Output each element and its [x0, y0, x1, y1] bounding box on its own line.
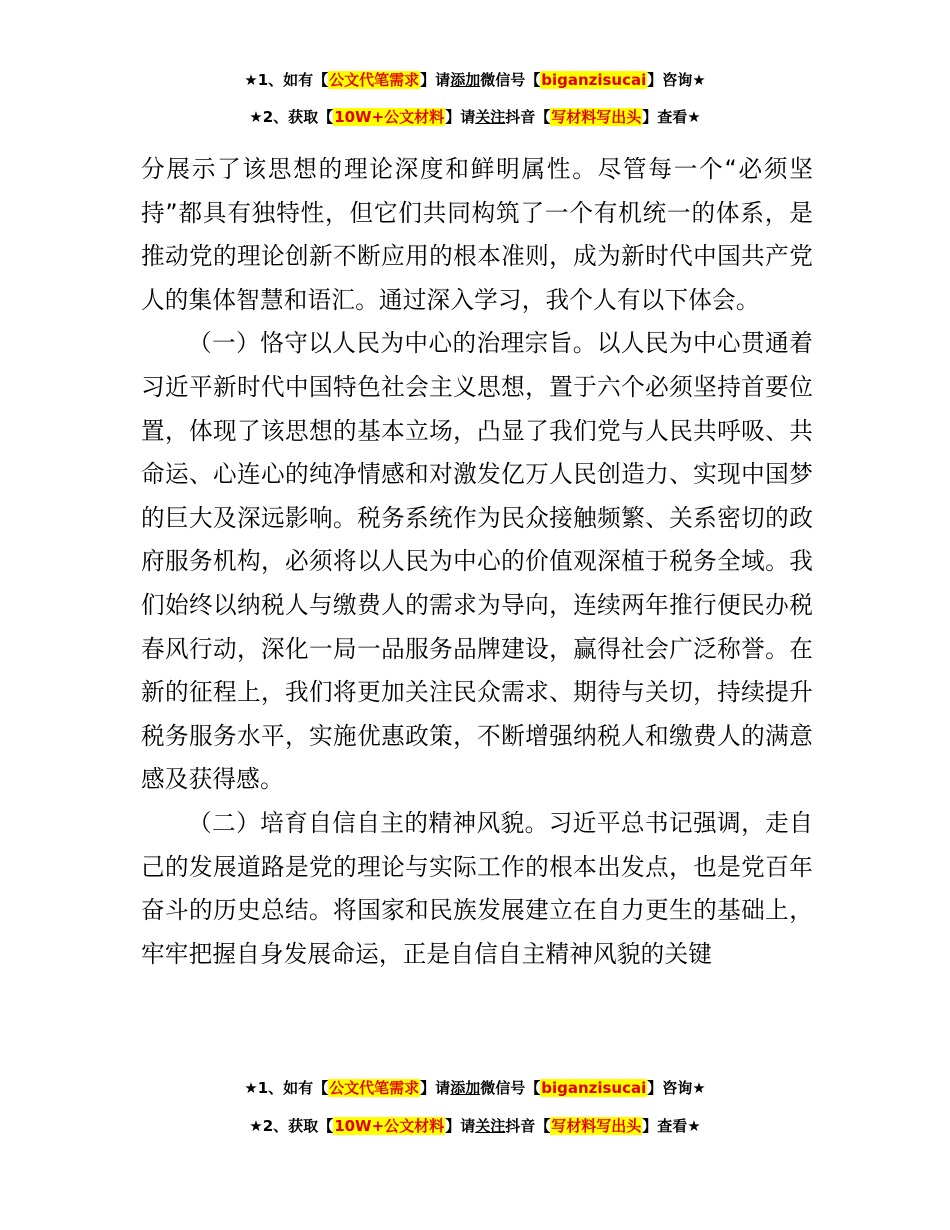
- body-paragraph-section-1: （一）恪守以人民为中心的治理宗旨。以人民为中心贯通着习近平新时代中国特色社会主义思想，置于六个必须坚持首要位置，体现了该思想的基本立场，凸显了我们党与人民共呼吸、共命运、心连心的纯净情感和对激发亿万人民创造力、实现中国梦的巨大及深远影响。税务系统作为民众接触频繁、关系密切的政府服务机构，必须将以人民为中心的价值观深植于税务全域。我们始终以纳税人与缴费人的需求为导向，连续两年推行便民办税春风行动，深化一局一品服务品牌建设，赢得社会广泛称誉。在新的征程上，我们将更加关注民众需求、期待与关切，持续提升税务服务水平，实施优惠政策，不断增强纳税人和缴费人的满意感及获得感。: [141, 329, 813, 794]
- banner-underlined: 关注: [475, 108, 506, 126]
- banner-text: 抖音【: [505, 1117, 551, 1135]
- banner-text: 】请: [420, 71, 451, 89]
- banner-text: 微信号【: [480, 1079, 541, 1097]
- banner-highlight: 公文代笔需求: [329, 1079, 420, 1097]
- document-body: [141, 148, 813, 976]
- header-banner-line-1: [0, 70, 950, 90]
- banner-text: 】咨询★: [647, 71, 706, 89]
- banner-text: 】请: [445, 108, 476, 126]
- banner-highlight: 10W+公文材料: [334, 1117, 445, 1135]
- banner-underlined: 添加: [450, 71, 481, 89]
- body-paragraph-section-2: （二）培育自信自主的精神风貌。习近平总书记强调，走自己的发展道路是党的理论与实际工作的根本出发点，也是党百年奋斗的历史总结。将国家和民族发展建立在自力更生的基础上，牢牢把握自身发展命运，正是自信自主精神风貌的关键: [141, 808, 813, 968]
- banner-text: 】咨询★: [647, 1079, 706, 1097]
- banner-underlined: 添加: [450, 1079, 481, 1097]
- banner-douyin-name: 写材料写出头: [551, 108, 642, 126]
- banner-text: 】请: [420, 1079, 451, 1097]
- banner-text: ★2、获取【: [249, 1117, 334, 1135]
- banner-underlined: 关注: [475, 1117, 506, 1135]
- banner-text: 微信号【: [480, 71, 541, 89]
- banner-wechat-id: biganzisucai: [541, 71, 647, 89]
- banner-text: 】请: [445, 1117, 476, 1135]
- banner-douyin-name: 写材料写出头: [551, 1117, 642, 1135]
- banner-text: 】查看★: [642, 1117, 701, 1135]
- banner-text: 】查看★: [642, 108, 701, 126]
- footer-banner-line-1: [0, 1078, 950, 1098]
- header-banner-line-2: [0, 107, 950, 127]
- banner-text: ★2、获取【: [249, 108, 334, 126]
- banner-highlight: 10W+公文材料: [334, 108, 445, 126]
- footer-banner-line-2: [0, 1116, 950, 1136]
- body-paragraph: 分展示了该思想的理论深度和鲜明属性。尽管每一个“必须坚持”都具有独特性，但它们共同构筑了一个有机统一的体系，是推动党的理论创新不断应用的根本准则，成为新时代中国共产党人的集体智慧和语汇。通过深入学习，我个人有以下体会。: [141, 155, 813, 314]
- banner-highlight: 公文代笔需求: [329, 71, 420, 89]
- banner-wechat-id: biganzisucai: [541, 1079, 647, 1097]
- banner-text: ★1、如有【: [244, 71, 329, 89]
- banner-text: 抖音【: [505, 108, 551, 126]
- banner-text: ★1、如有【: [244, 1079, 329, 1097]
